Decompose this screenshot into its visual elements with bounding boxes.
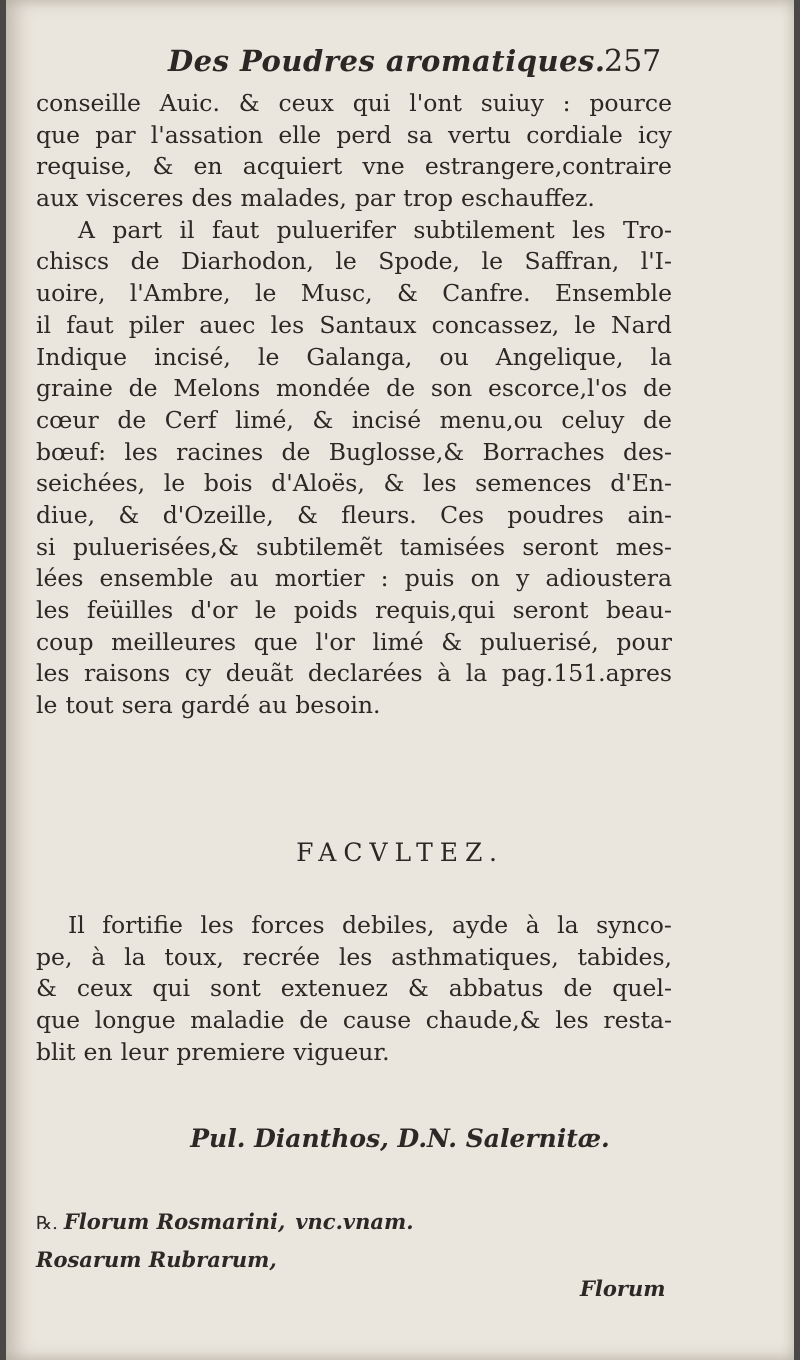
recipe-title: Pul. Dianthos, D.N. Salernitæ.: [190, 1124, 610, 1153]
text-line: diue, & d'Ozeille, & fleurs. Ces poudres ain-: [36, 500, 672, 529]
ingredient-amount: vnc.vnam.: [295, 1209, 414, 1234]
text-line: pe, à la toux, recrée les asthmatiques, tabides,: [36, 942, 672, 971]
body-text: [36, 88, 672, 722]
text-line: cœur de Cerf limé, & incisé menu,ou celuy de: [36, 405, 672, 434]
ingredient-line: [36, 1242, 676, 1278]
text-line: Indique incisé, le Galanga, ou Angelique, la: [36, 342, 672, 371]
faculty-text: [36, 910, 672, 1068]
page-header: [6, 44, 794, 84]
text-line: & ceux qui sont extenuez & abbatus de quel-: [36, 974, 672, 1003]
page-number: 257: [604, 44, 662, 79]
text-line: aux visceres des malades, par trop eschauffez.: [36, 184, 595, 213]
recipe-rx-icon: ℞.: [36, 1213, 58, 1234]
book-page: [6, 0, 794, 1360]
text-line: graine de Melons mondée de son escorce,l'os de: [36, 374, 672, 403]
paragraph: [36, 215, 672, 722]
text-line: A part il faut puluerifer subtilement les Tro-: [78, 215, 672, 244]
catchword: Florum: [580, 1276, 666, 1301]
text-line: que par l'assation elle perd sa vertu cordiale icy: [36, 120, 672, 149]
text-line: coup meilleures que l'or limé & puluerisé, pour: [36, 627, 672, 656]
text-line: uoire, l'Ambre, le Musc, & Canfre. Ensemble: [36, 279, 672, 308]
text-line: requise, & en acquiert vne estrangere,contraire: [36, 152, 672, 181]
running-title: Des Poudres aromatiques.: [168, 44, 606, 78]
text-line: blit en leur premiere vigueur.: [36, 1037, 390, 1066]
ingredient-list: [36, 1204, 676, 1278]
text-line: les raisons cy deuãt declarées à la pag.151.apres: [36, 659, 672, 688]
text-line: bœuf: les racines de Buglosse,& Borraches des-: [36, 437, 672, 466]
section-heading: FACVLTEZ.: [296, 838, 504, 867]
ingredient-name: Rosarum Rubrarum,: [36, 1247, 277, 1272]
text-line: il faut piler auec les Santaux concassez, le Nard: [36, 310, 672, 339]
text-line: conseille Auic. & ceux qui l'ont suiuy : pource: [36, 89, 672, 117]
text-line: seichées, le bois d'Aloës, & les semences d'En-: [36, 469, 672, 498]
paragraph: [36, 88, 672, 215]
text-line: si puluerisées,& subtilemẽt tamisées seront mes-: [36, 532, 672, 561]
text-line: que longue maladie de cause chaude,& les resta-: [36, 1006, 672, 1035]
ingredient-name: Florum Rosmarini,: [63, 1209, 286, 1234]
ingredient-line: [36, 1204, 676, 1242]
text-line: Il fortifie les forces debiles, ayde à la syncо-: [68, 911, 672, 939]
text-line: chiscs de Diarhodon, le Spode, le Saffran, l'I-: [36, 247, 672, 276]
text-line: le tout sera gardé au besoin.: [36, 691, 381, 720]
text-line: les feüilles d'or le poids requis,qui seront beau-: [36, 596, 672, 624]
text-line: lées ensemble au mortier : puis on y adioustera: [36, 564, 672, 593]
